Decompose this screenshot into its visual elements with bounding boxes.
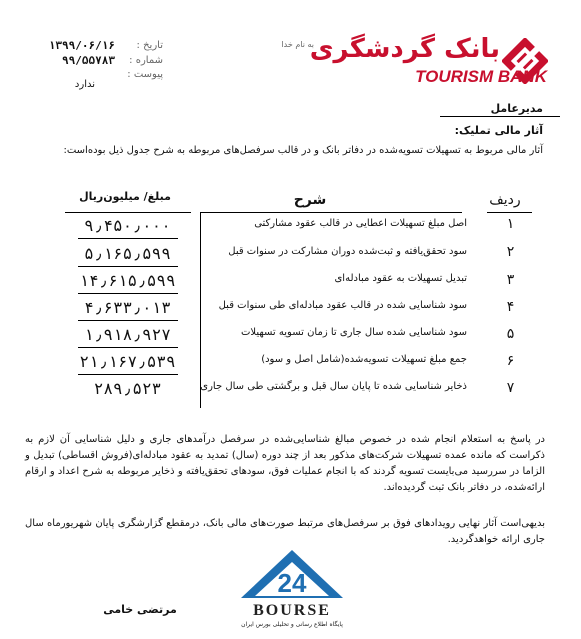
recipient-underline [440, 116, 560, 117]
table-row-number: ۶ [506, 353, 515, 369]
table-row-amount: ۵٫۱۶۵٫۵۹۹ [84, 244, 171, 263]
table-row-number: ۲ [506, 244, 515, 260]
table-row-description: اصل مبلغ تسهیلات اعطایی در قالب عقود مشارکتی [254, 218, 467, 229]
amount-rule [78, 347, 178, 348]
header-rule-amount [65, 212, 191, 213]
table-row-number: ۱ [506, 216, 515, 232]
signer-name: مرتضی خامی [103, 603, 177, 616]
column-header-description: شرح [293, 192, 327, 208]
column-header-amount: مبلغ/ میلیون‌ریال [79, 190, 171, 203]
column-header-row-number: ردیف [489, 192, 521, 208]
amount-rule [78, 320, 178, 321]
body-paragraph: در پاسخ به استعلام انجام شده در خصوص مبالغ شناسایی‌شده در سرفصل درآمدهای جاری و دلیل شناسایی آن لازم به ذکراست که مانده عمده تسهیلات شرکت‌های مذکور بعد از چند دوره (سال) تمدید به عقود مبادله‌ای(فروش اقساطی) تبدیل و الزاما در سررسید می‌بایست تسویه گردند که با انجام عملیات فوق، سودهای تحقق‌یافته و ذخایر مربوطه به شرح اعداد و ارقام ارائه‌شده، در دفاتر بانک ثبت گردیده‌اند. [25, 434, 545, 493]
table-row-description: ذخایر شناسایی شده تا پایان سال قبل و برگشتی طی سال جاری [200, 381, 467, 392]
table-row-amount: ۱٫۹۱۸٫۹۲۷ [84, 325, 171, 344]
bank-name-persian: بانک گردشگری [309, 34, 500, 64]
table-row-number: ۴ [506, 299, 515, 315]
table-row-description: سود شناسایی شده در قالب عقود مبادله‌ای طی سنوات قبل [218, 300, 467, 311]
closing-paragraph: بدیهی‌است آثار نهایی رویدادهای فوق بر سرفصل‌های مرتبط صورت‌های مالی بانک، درمقطع گزارشگری پایان شهریورماه سال جاری ارائه خواهدگردید. [25, 518, 545, 545]
number-label: شماره : [129, 55, 163, 66]
amount-rule [78, 266, 178, 267]
amount-rule [78, 293, 178, 294]
date-value: ۱۳۹۹/۰۶/۱۶ [48, 39, 115, 52]
table-row-amount: ۴٫۶۳۳٫۰۱۳ [84, 298, 171, 317]
bourse-logo-icon [215, 548, 370, 628]
in-god-heading: به نام خدا [281, 40, 314, 49]
table-row-number: ۷ [506, 380, 515, 396]
amount-rule [78, 374, 178, 375]
bank-name-english: TOURISM BANK [415, 67, 547, 86]
table-row-amount: ۹٫۴۵۰٫۰۰۰ [84, 216, 171, 235]
table-row-amount: ۱۴٫۶۱۵٫۵۹۹ [79, 271, 176, 290]
table-row-description: سود شناسایی شده سال جاری تا زمان تسویه تسهیلات [241, 327, 467, 338]
bourse-caption: پایگاه اطلاع رسانی و تحلیلی بورس ایران [241, 621, 343, 628]
header-rule-row [487, 212, 532, 213]
recipient: مدیرعامل [490, 102, 543, 115]
header-rule-description [200, 212, 462, 213]
number-value: ۹۹/۵۵۷۸۳ [62, 54, 115, 67]
table-row-description: تبدیل تسهیلات به عقود مبادله‌ای [334, 273, 467, 284]
svg-text:24: 24 [277, 568, 307, 598]
table-row-number: ۵ [506, 326, 515, 342]
attachment-label: پیوست : [127, 69, 163, 80]
table-row-description: سود تحقق‌یافته و ثبت‌شده دوران مشارکت در سنوات قبل [228, 246, 467, 257]
subject-line: آثار مالی تملیک: [454, 124, 543, 137]
attachment-value: ندارد [74, 79, 95, 90]
table-row-number: ۳ [506, 272, 515, 288]
column-divider [200, 212, 201, 408]
table-row-amount: ۲۱٫۱۶۷٫۵۳۹ [79, 352, 176, 371]
intro-text: آثار مالی مربوط به تسهیلات تسویه‌شده در دفاتر بانک و در قالب سرفصل‌های مربوطه به شرح جدول ذیل بوده‌است: [63, 145, 543, 156]
amount-rule [78, 238, 178, 239]
table-row-description: جمع مبلغ تسهیلات تسویه‌شده(شامل اصل و سود) [261, 354, 467, 365]
table-row-amount: ۲۸۹٫۵۲۳ [93, 379, 162, 398]
date-label: تاریخ : [136, 40, 163, 51]
bourse-word: BOURSE [253, 602, 331, 619]
